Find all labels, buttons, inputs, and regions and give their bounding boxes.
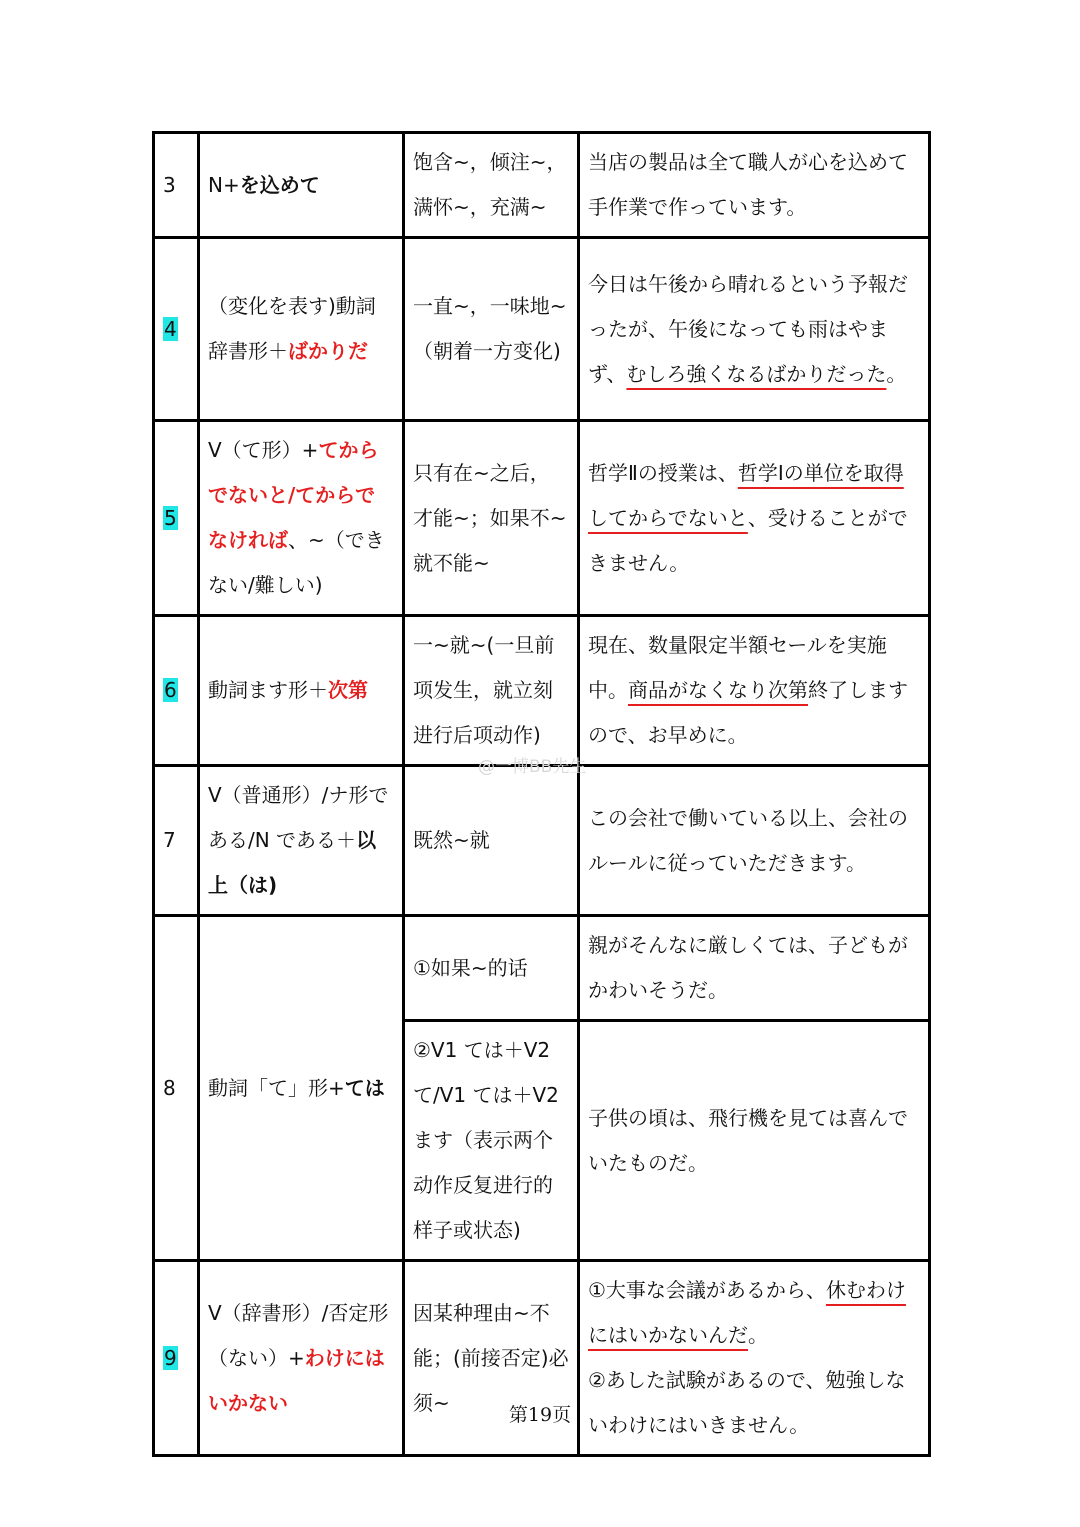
grammar-table-body bbox=[154, 133, 930, 1456]
example-line bbox=[588, 451, 920, 586]
grammar-pattern bbox=[199, 766, 404, 916]
bold-text: ては bbox=[344, 1075, 385, 1100]
underlined-phrase: 哲学Ⅰの単位を取得してからでないと bbox=[588, 460, 904, 530]
row-number-label: 3 bbox=[163, 172, 176, 197]
example-sentence bbox=[579, 421, 930, 616]
text-segment: V（て形）+ bbox=[208, 438, 319, 462]
example-line bbox=[588, 623, 920, 758]
row-number bbox=[154, 238, 199, 421]
text-segment: 現在、数量限定半額セールを実施中。 bbox=[588, 633, 887, 702]
example-line bbox=[588, 140, 920, 230]
underlined-phrase: 休むわけにはいかないんだ bbox=[588, 1278, 906, 1347]
grammar-pattern bbox=[199, 916, 404, 1261]
chinese-meaning: 一~就~(一旦前项发生，就立刻进行后项动作) bbox=[404, 616, 579, 766]
row-number bbox=[154, 133, 199, 238]
grammar-pattern bbox=[199, 238, 404, 421]
row-number-label: 9 bbox=[164, 1345, 177, 1370]
grammar-pattern-highlight: わけにはいかない bbox=[208, 1345, 385, 1415]
example-line bbox=[588, 796, 920, 886]
text-segment: 動詞ます形＋ bbox=[208, 678, 328, 702]
row-number-label: 8 bbox=[163, 1075, 176, 1100]
chinese-meaning: 饱含~，倾注~，满怀~，充满~ bbox=[404, 133, 579, 238]
text-segment: この会社で働いている以上、会社のルールに従っていただきます。 bbox=[588, 805, 908, 875]
text-segment: 終了しますので、お早めに。 bbox=[588, 678, 908, 747]
text-segment: 。 bbox=[886, 361, 907, 386]
text-segment: 動詞「て」形+ bbox=[208, 1075, 345, 1100]
chinese-meaning: 一直~，一味地~（朝着一方变化) bbox=[404, 238, 579, 421]
grammar-pattern bbox=[199, 421, 404, 616]
table-row bbox=[154, 766, 930, 916]
example-line bbox=[588, 1268, 920, 1358]
grammar-pattern-highlight: ばかりだ bbox=[288, 339, 368, 363]
row-number bbox=[154, 766, 199, 916]
grammar-pattern-highlight: 次第 bbox=[328, 678, 368, 702]
text-segment: 当店の製品は全て職人が心を込めて手作業で作っています。 bbox=[588, 150, 908, 219]
text-segment: （変化を表す)動詞辞書形＋ bbox=[208, 294, 376, 363]
text-segment: ②あした試験があるので、勉強しないわけにはいきません。 bbox=[588, 1368, 906, 1437]
chinese-meaning: ①如果~的话 bbox=[404, 916, 579, 1021]
text-segment: V（普通形）/ナ形である/N である＋ bbox=[208, 783, 389, 852]
row-number-label: 7 bbox=[163, 828, 176, 852]
table-row bbox=[154, 916, 930, 1021]
row-number bbox=[154, 421, 199, 616]
example-sentence: 子供の頃は、飛行機を見ては喜んでいたものだ。 bbox=[579, 1021, 930, 1261]
bold-text: を込めて bbox=[239, 172, 320, 197]
watermark: @一博BB先生 bbox=[478, 757, 587, 777]
row-number bbox=[154, 616, 199, 766]
example-sentence bbox=[579, 766, 930, 916]
row-number-label: 5 bbox=[164, 505, 177, 530]
example-sentence: 親がそんなに厳しくては、子どもがかわいそうだ。 bbox=[579, 916, 930, 1021]
text-segment: 哲学Ⅱの授業は、 bbox=[588, 460, 738, 485]
example-sentence bbox=[579, 616, 930, 766]
table-row bbox=[154, 421, 930, 616]
text-segment: 。 bbox=[748, 1323, 768, 1347]
example-line bbox=[588, 262, 920, 397]
row-number-label: 6 bbox=[164, 678, 177, 702]
example-sentence bbox=[579, 238, 930, 421]
chinese-meaning: 既然~就 bbox=[404, 766, 579, 916]
grammar-pattern-highlight: てからでないと/てからでなければ bbox=[208, 438, 379, 552]
grammar-pattern bbox=[199, 133, 404, 238]
table-row bbox=[154, 238, 930, 421]
page-number: 第19页 bbox=[508, 1404, 572, 1426]
chinese-meaning: ②V1 ては＋V2 て/V1 ては＋V2 ます（表示两个动作反复进行的样子或状态) bbox=[404, 1021, 579, 1261]
text-segment: ①大事な会議があるから、 bbox=[588, 1278, 826, 1302]
underlined-phrase: 商品がなくなり次第 bbox=[628, 678, 808, 702]
text-segment: V（辞書形）/否定形（ない）+ bbox=[208, 1300, 389, 1370]
table-row bbox=[154, 616, 930, 766]
table-row bbox=[154, 133, 930, 238]
text-segment: N+ bbox=[208, 172, 240, 197]
example-sentence bbox=[579, 133, 930, 238]
grammar-table bbox=[152, 131, 931, 1457]
text-segment: 今日は午後から晴れるという予報だったが、午後になっても雨はやまず、 bbox=[588, 271, 908, 386]
grammar-pattern bbox=[199, 616, 404, 766]
chinese-meaning: 只有在~之后，才能~；如果不~就不能~ bbox=[404, 421, 579, 616]
chinese-meaning: 因某种理由~不能；(前接否定)必须~ bbox=[404, 1261, 579, 1456]
text-segment: 、~（できない/難しい) bbox=[208, 528, 385, 597]
bold-text: 以上（は) bbox=[208, 828, 377, 897]
row-number bbox=[154, 916, 199, 1261]
text-segment: 、受けることができません。 bbox=[588, 505, 908, 575]
row-number-label: 4 bbox=[164, 316, 177, 341]
underlined-phrase: むしろ強くなるばかりだった bbox=[626, 361, 887, 386]
